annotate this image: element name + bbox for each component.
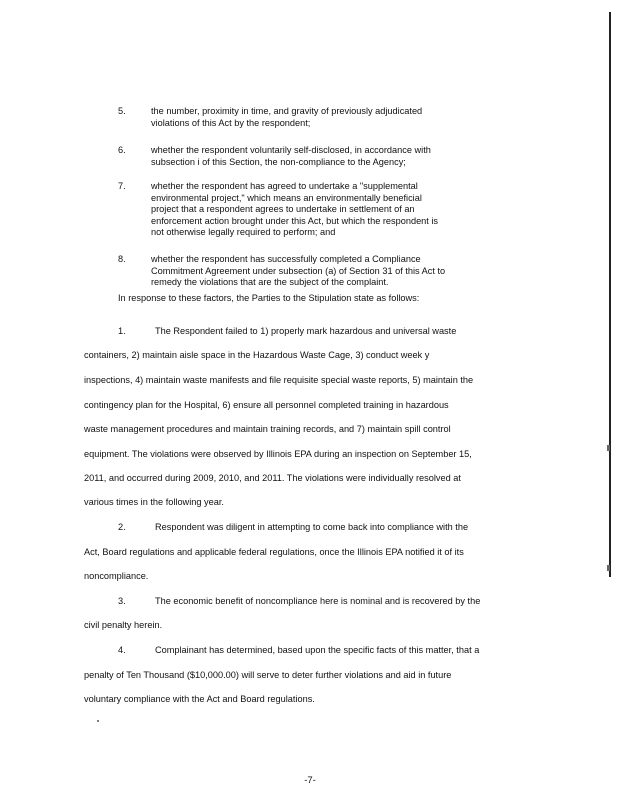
paragraph-4-line <box>84 645 540 656</box>
text-line: enforcement action brought under this Act, but which the respondent is <box>151 215 439 226</box>
paragraph-1-line <box>84 326 540 337</box>
paragraph-1-line: waste management procedures and maintain training records, and 7) maintain spill control <box>84 424 451 434</box>
text-line: The economic benefit of noncompliance here is nominal and is recovered by the <box>155 596 481 606</box>
intro-text: In response to these factors, the Parties to the Stipulation state as follows: <box>118 293 420 303</box>
paragraph-1-line: various times in the following year. <box>84 497 224 507</box>
paragraph-2-line: noncompliance. <box>84 571 149 581</box>
text-line: remedy the violations that are the subject of the complaint. <box>151 277 389 287</box>
paragraph-number: 2. <box>118 522 126 532</box>
text-line: not otherwise legally required to perform; and <box>151 227 336 237</box>
paragraph-4-line: voluntary compliance with the Act and Board regulations. <box>84 694 315 704</box>
text-line: project that a respondent agrees to undertake in settlement of an <box>151 204 415 214</box>
text-line: violations of this Act by the respondent; <box>151 117 311 128</box>
paragraph-4-line: penalty of Ten Thousand ($10,000.00) will serve to deter further violations and aid in future <box>84 670 452 680</box>
text-line: whether the respondent voluntarily self-disclosed, in accordance with <box>151 145 431 155</box>
page-edge-mark <box>607 565 610 571</box>
paragraph-2-line: Act, Board regulations and applicable federal regulations, once the Illinois EPA notified it of its <box>84 547 464 557</box>
text-line: Complainant has determined, based upon the specific facts of this matter, that a <box>155 645 480 655</box>
page-edge-line <box>609 12 611 577</box>
text-line: whether the respondent has agreed to undertake a "supplemental <box>151 181 418 191</box>
page-number: -7- <box>304 775 316 786</box>
paragraph-number: 3. <box>118 596 126 606</box>
paragraph-1-line: containers, 2) maintain aisle space in the Hazardous Waste Cage, 3) conduct week y <box>84 350 430 360</box>
text-line: whether the respondent has successfully completed a Compliance <box>151 254 421 264</box>
paragraph-1-line: inspections, 4) maintain waste manifests and file requisite special waste reports, 5) maintain the <box>84 375 474 385</box>
paragraph-1-line: equipment. The violations were observed by Illinois EPA during an inspection on September 15, <box>84 449 472 459</box>
paragraph-3-line <box>84 596 540 607</box>
text-line: the number, proximity in time, and gravity of previously adjudicated <box>151 106 423 116</box>
factor-number: 7. <box>118 181 126 191</box>
text-line: subsection i of this Section, the non-compliance to the Agency; <box>151 156 406 167</box>
factor-text <box>151 254 513 289</box>
factor-text <box>151 181 513 239</box>
factor-number: 8. <box>118 254 126 264</box>
paragraph-1-line: 2011, and occurred during 2009, 2010, and 2011. The violations were individually resolved at <box>84 473 461 483</box>
factor-number: 6. <box>118 145 126 155</box>
text-line: Respondent was diligent in attempting to come back into compliance with the <box>155 522 469 532</box>
factor-number: 5. <box>118 106 126 116</box>
paragraph-number: 4. <box>118 645 126 655</box>
paragraph-3-line: civil penalty herein. <box>84 620 163 630</box>
text-line: The Respondent failed to 1) properly mark hazardous and universal waste <box>155 326 457 336</box>
paragraph-number: 1. <box>118 326 126 336</box>
page-edge-mark <box>607 445 610 451</box>
text-line: Commitment Agreement under subsection (a) of Section 31 of this Act to <box>151 265 446 276</box>
paragraph-2-line <box>84 522 540 533</box>
text-line: environmental project," which means an environmentally beneficial <box>151 192 422 203</box>
scan-speck <box>97 720 99 722</box>
factor-text <box>151 145 513 168</box>
factor-text <box>151 106 513 129</box>
paragraph-1-line: contingency plan for the Hospital, 6) ensure all personnel completed training in hazardous <box>84 400 449 410</box>
